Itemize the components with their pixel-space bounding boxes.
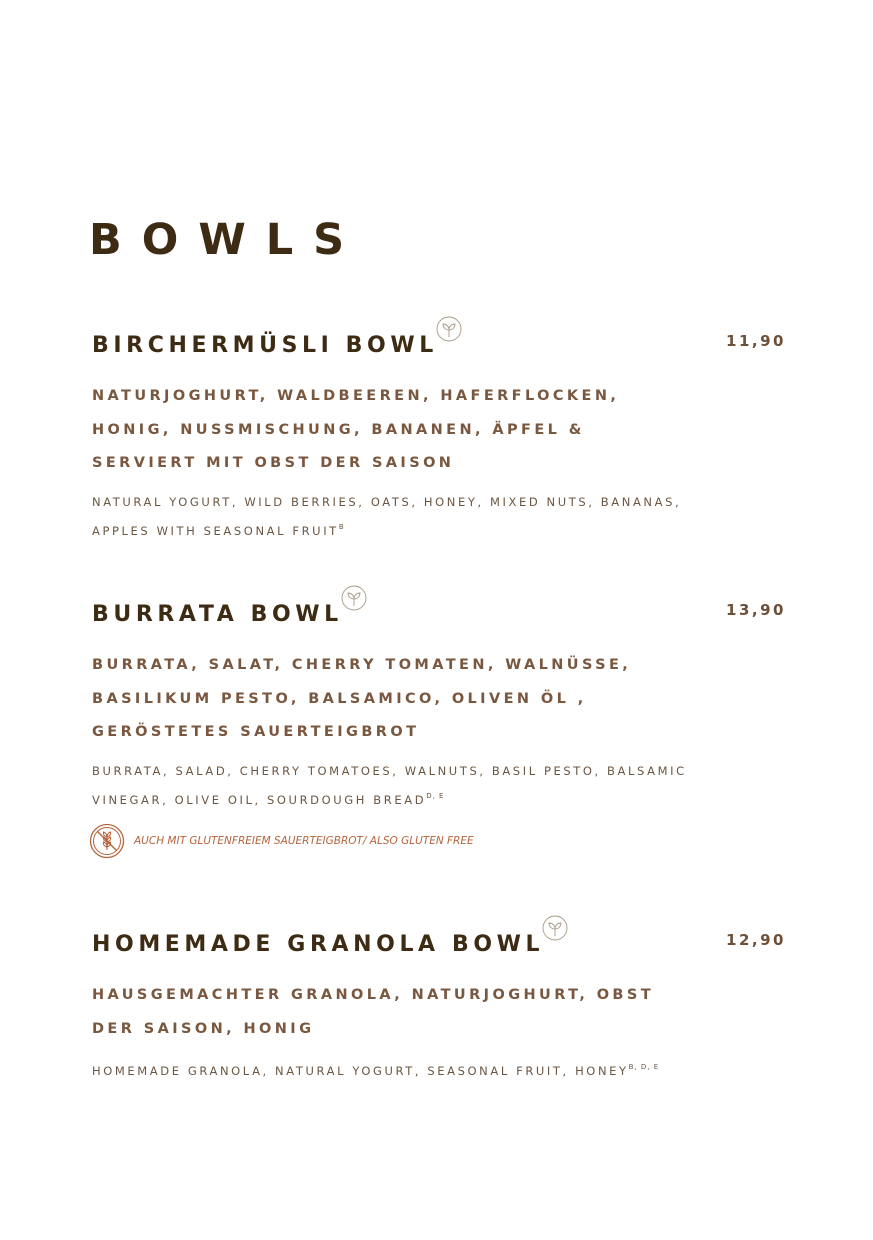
allergen-codes: B — [338, 522, 345, 531]
menu-item — [92, 929, 792, 1084]
item-description-en: NATURAL YOGURT, WILD BERRIES, OATS, HONEY, MIXED NUTS, BANANAS, APPLES WITH SEASONAL $FRUIT^B$ — [92, 494, 682, 538]
item-description-de: BURRATA, SALAT, CHERRY TOMATEN, WALNÜSSE, BASILIKUM PESTO, BALSAMICO, OLIVEN ÖL , GERÖSTETES SAUERTEIGBROT — [92, 657, 632, 740]
allergen-codes: B, D, E — [628, 1063, 660, 1071]
item-name: BIRCHERMÜSLI BOWL — [92, 333, 438, 358]
item-description-en: HOMEMADE GRANOLA, NATURAL YOGURT, SEASONAL FRUIT, $HONEY^{B, D, E}$ — [92, 1063, 660, 1078]
gluten-free-note — [89, 823, 792, 859]
item-price: 13,90 — [726, 601, 786, 619]
item-description-de: HAUSGEMACHTER GRANOLA, NATURJOGHURT, OBST DER SAISON, HONIG — [92, 987, 655, 1037]
gluten-free-note-text: AUCH MIT GLUTENFREIEM SAUERTEIGBROT/ ALSO GLUTEN FREE — [134, 834, 474, 847]
item-name: HOMEMADE GRANOLA BOWL — [92, 932, 545, 957]
item-price: 11,90 — [726, 332, 786, 350]
allergen-codes: D, E — [426, 791, 445, 800]
item-description-de: NATURJOGHURT, WALDBEEREN, HAFERFLOCKEN, HONIG, NUSSMISCHUNG, BANANEN, ÄPFEL & SERVIERT MIT OBST DER SAISON — [92, 388, 620, 471]
menu-item — [92, 599, 792, 859]
page-title: BOWLS — [89, 215, 365, 265]
gluten-free-icon — [89, 823, 125, 859]
vegetarian-leaf-icon — [542, 915, 568, 941]
menu-item — [92, 330, 792, 544]
vegetarian-leaf-icon — [436, 316, 462, 342]
vegetarian-leaf-icon — [341, 585, 367, 611]
item-description-en: BURRATA, SALAD, CHERRY TOMATOES, WALNUTS, BASIL PESTO, BALSAMIC VINEGAR, OLIVE OIL, SOURDOUGH $BREAD^{D, E}$ — [92, 763, 687, 807]
item-name: BURRATA BOWL — [92, 602, 343, 627]
item-price: 12,90 — [726, 931, 786, 949]
